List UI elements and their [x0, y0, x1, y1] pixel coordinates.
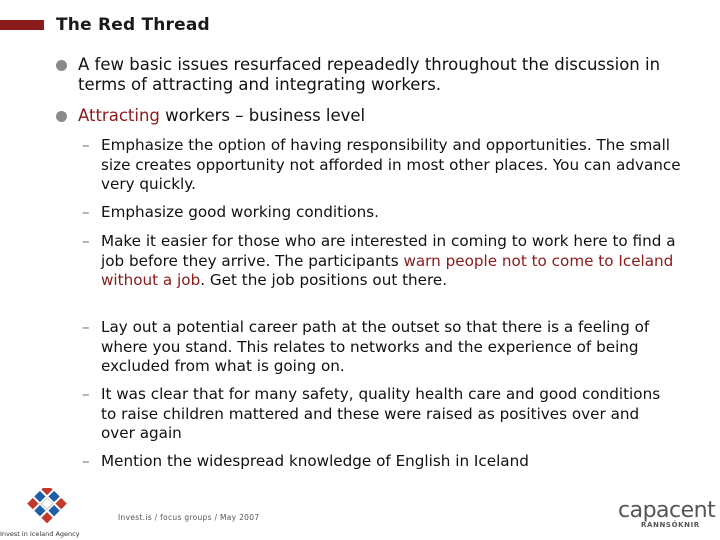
dash-icon: –	[82, 232, 90, 250]
subbullet-2	[82, 203, 701, 223]
iia-label: Invest in Iceland Agency	[0, 530, 80, 538]
bullet-2-highlight: Attracting	[78, 106, 160, 125]
iia-logo-mark-icon	[2, 488, 92, 530]
subbullet-4-text: Lay out a potential career path at the outset so that there is a feeling of where you stand. This relates to networks and the experience of being excluded from what is going on.	[101, 318, 650, 375]
dash-icon: –	[82, 136, 90, 154]
subbullet-5-text: It was clear that for many safety, quality health care and good conditions to raise children mattered and these were raised as positives over and over again	[101, 385, 661, 442]
subbullet-6	[82, 452, 701, 472]
dash-icon: –	[82, 318, 90, 336]
slide-title: The Red Thread	[56, 15, 210, 35]
subbullet-4	[82, 318, 671, 377]
bullet-dot-icon	[56, 60, 67, 71]
dash-icon: –	[82, 452, 90, 470]
bullet-2	[78, 106, 365, 126]
subbullet-6-text: Mention the widespread knowledge of English in Iceland	[101, 452, 529, 470]
capacent-sub-label: RANNSÓKNIR	[641, 521, 700, 529]
subbullet-3-highlight: warn people not to come to Iceland without a job	[101, 251, 674, 289]
dash-icon: –	[82, 203, 90, 221]
footer-text: Invest.is / focus groups / May 2007	[118, 513, 260, 522]
subbullet-1-text: Emphasize the option of having responsibility and opportunities. The small size creates opportunity not afforded in most other places. You can advance very quickly.	[101, 136, 681, 193]
bullet-1-text: A few basic issues resurfaced repeadedly throughout the discussion in terms of attracting and integrating workers.	[78, 55, 661, 94]
bullet-1	[78, 55, 678, 95]
bullet-dot-icon	[56, 111, 67, 122]
subbullet-3-pre: Make it easier for those who are interested in coming to work here to find a job before they arrive. The participants	[101, 232, 676, 270]
subbullet-5	[82, 385, 661, 444]
subbullet-1	[82, 136, 691, 195]
capacent-logo: capacent	[618, 498, 716, 523]
bullet-2-text: workers – business level	[159, 106, 366, 125]
subbullet-3	[82, 232, 691, 291]
subbullet-2-text: Emphasize good working conditions.	[101, 203, 379, 221]
dash-icon: –	[82, 385, 90, 403]
subbullet-3-post: . Get the job positions out there.	[200, 271, 448, 289]
title-accent-bar	[0, 20, 44, 30]
